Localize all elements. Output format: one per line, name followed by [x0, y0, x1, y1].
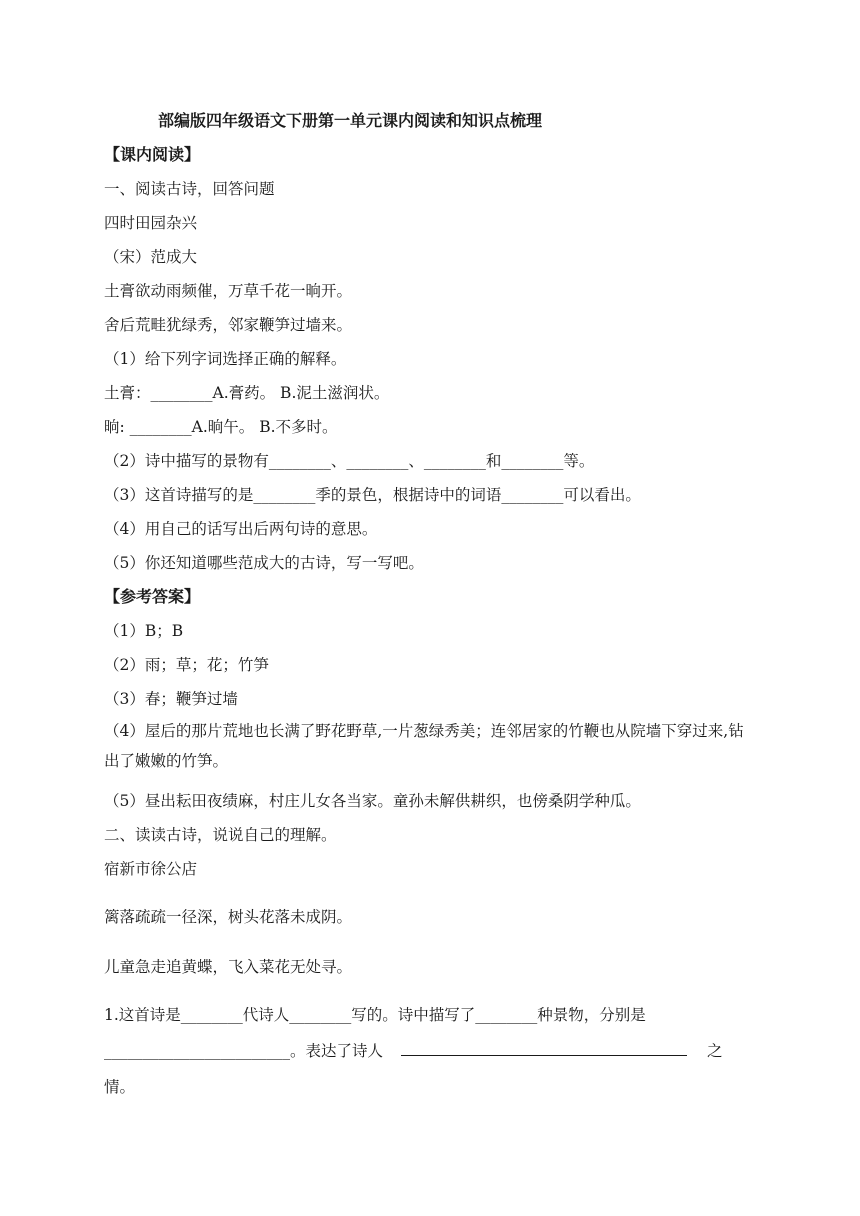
poem-2-title: 宿新市徐公店 — [104, 860, 198, 878]
sub-question-1-item-a: 土膏：________A.膏药。 B.泥土滋润状。 — [104, 384, 390, 402]
sub-question-5: （5）你还知道哪些范成大的古诗，写一写吧。 — [104, 554, 424, 572]
sub-question-1: （1）给下列字词选择正确的解释。 — [104, 350, 347, 368]
document-title: 部编版四年级语文下册第一单元课内阅读和知识点梳理 — [158, 111, 543, 130]
exercise-1-line-2 — [104, 1040, 723, 1062]
exercise-1-line-1: 1.这首诗是________代诗人________写的。诗中描写了________种景物，分别是 — [104, 1006, 646, 1024]
answer-5: （5）昼出耘田夜绩麻，村庄儿女各当家。童孙未解供耕织，也傍桑阴学种瓜。 — [104, 792, 641, 810]
answer-2: （2）雨；草；花；竹笋 — [104, 656, 269, 674]
section-heading-answers: 【参考答案】 — [104, 587, 201, 606]
sub-question-2: （2）诗中描写的景物有________、________、________和________等。 — [104, 452, 595, 470]
answer-1: （1）B；B — [104, 622, 184, 640]
poem-1-title: 四时田园杂兴 — [104, 214, 198, 232]
section-heading-reading: 【课内阅读】 — [104, 145, 201, 164]
poem-2-line-1: 篱落疏疏一径深，树头花落未成阴。 — [104, 908, 353, 926]
poem-1-line-2: 舍后荒畦犹绿秀，邻家鞭笋过墙来。 — [104, 316, 353, 334]
poem-2-line-2: 儿童急走追黄蝶，飞入菜花无处寻。 — [104, 958, 353, 976]
question-1-heading: 一、阅读古诗，回答问题 — [104, 180, 275, 198]
answer-blank-underline — [401, 1041, 687, 1056]
sub-question-1-item-b: 晌: ________A.晌午。 B.不多时。 — [104, 418, 338, 436]
answer-4: （4）屋后的那片荒地也长满了野花野草,一片葱绿秀美；连邻居家的竹鞭也从院墙下穿过来,钻出了嫩嫩的竹笋。 — [104, 722, 744, 770]
answer-3: （3）春；鞭笋过墙 — [104, 690, 238, 708]
question-2-heading: 二、读读古诗，说说自己的理解。 — [104, 826, 337, 844]
sub-question-3: （3）这首诗描写的是________季的景色，根据诗中的词语________可以看出。 — [104, 486, 641, 504]
sub-question-4: （4）用自己的话写出后两句诗的意思。 — [104, 520, 378, 538]
exercise-1-line-3: 情。 — [104, 1078, 136, 1096]
poem-1-author: （宋）范成大 — [104, 248, 198, 266]
exercise-1-line-2-end: 之 — [707, 1042, 723, 1060]
exercise-1-line-2-text: ________________________。表达了诗人 — [104, 1042, 384, 1060]
poem-1-line-1: 土膏欲动雨频催，万草千花一晌开。 — [104, 282, 353, 300]
